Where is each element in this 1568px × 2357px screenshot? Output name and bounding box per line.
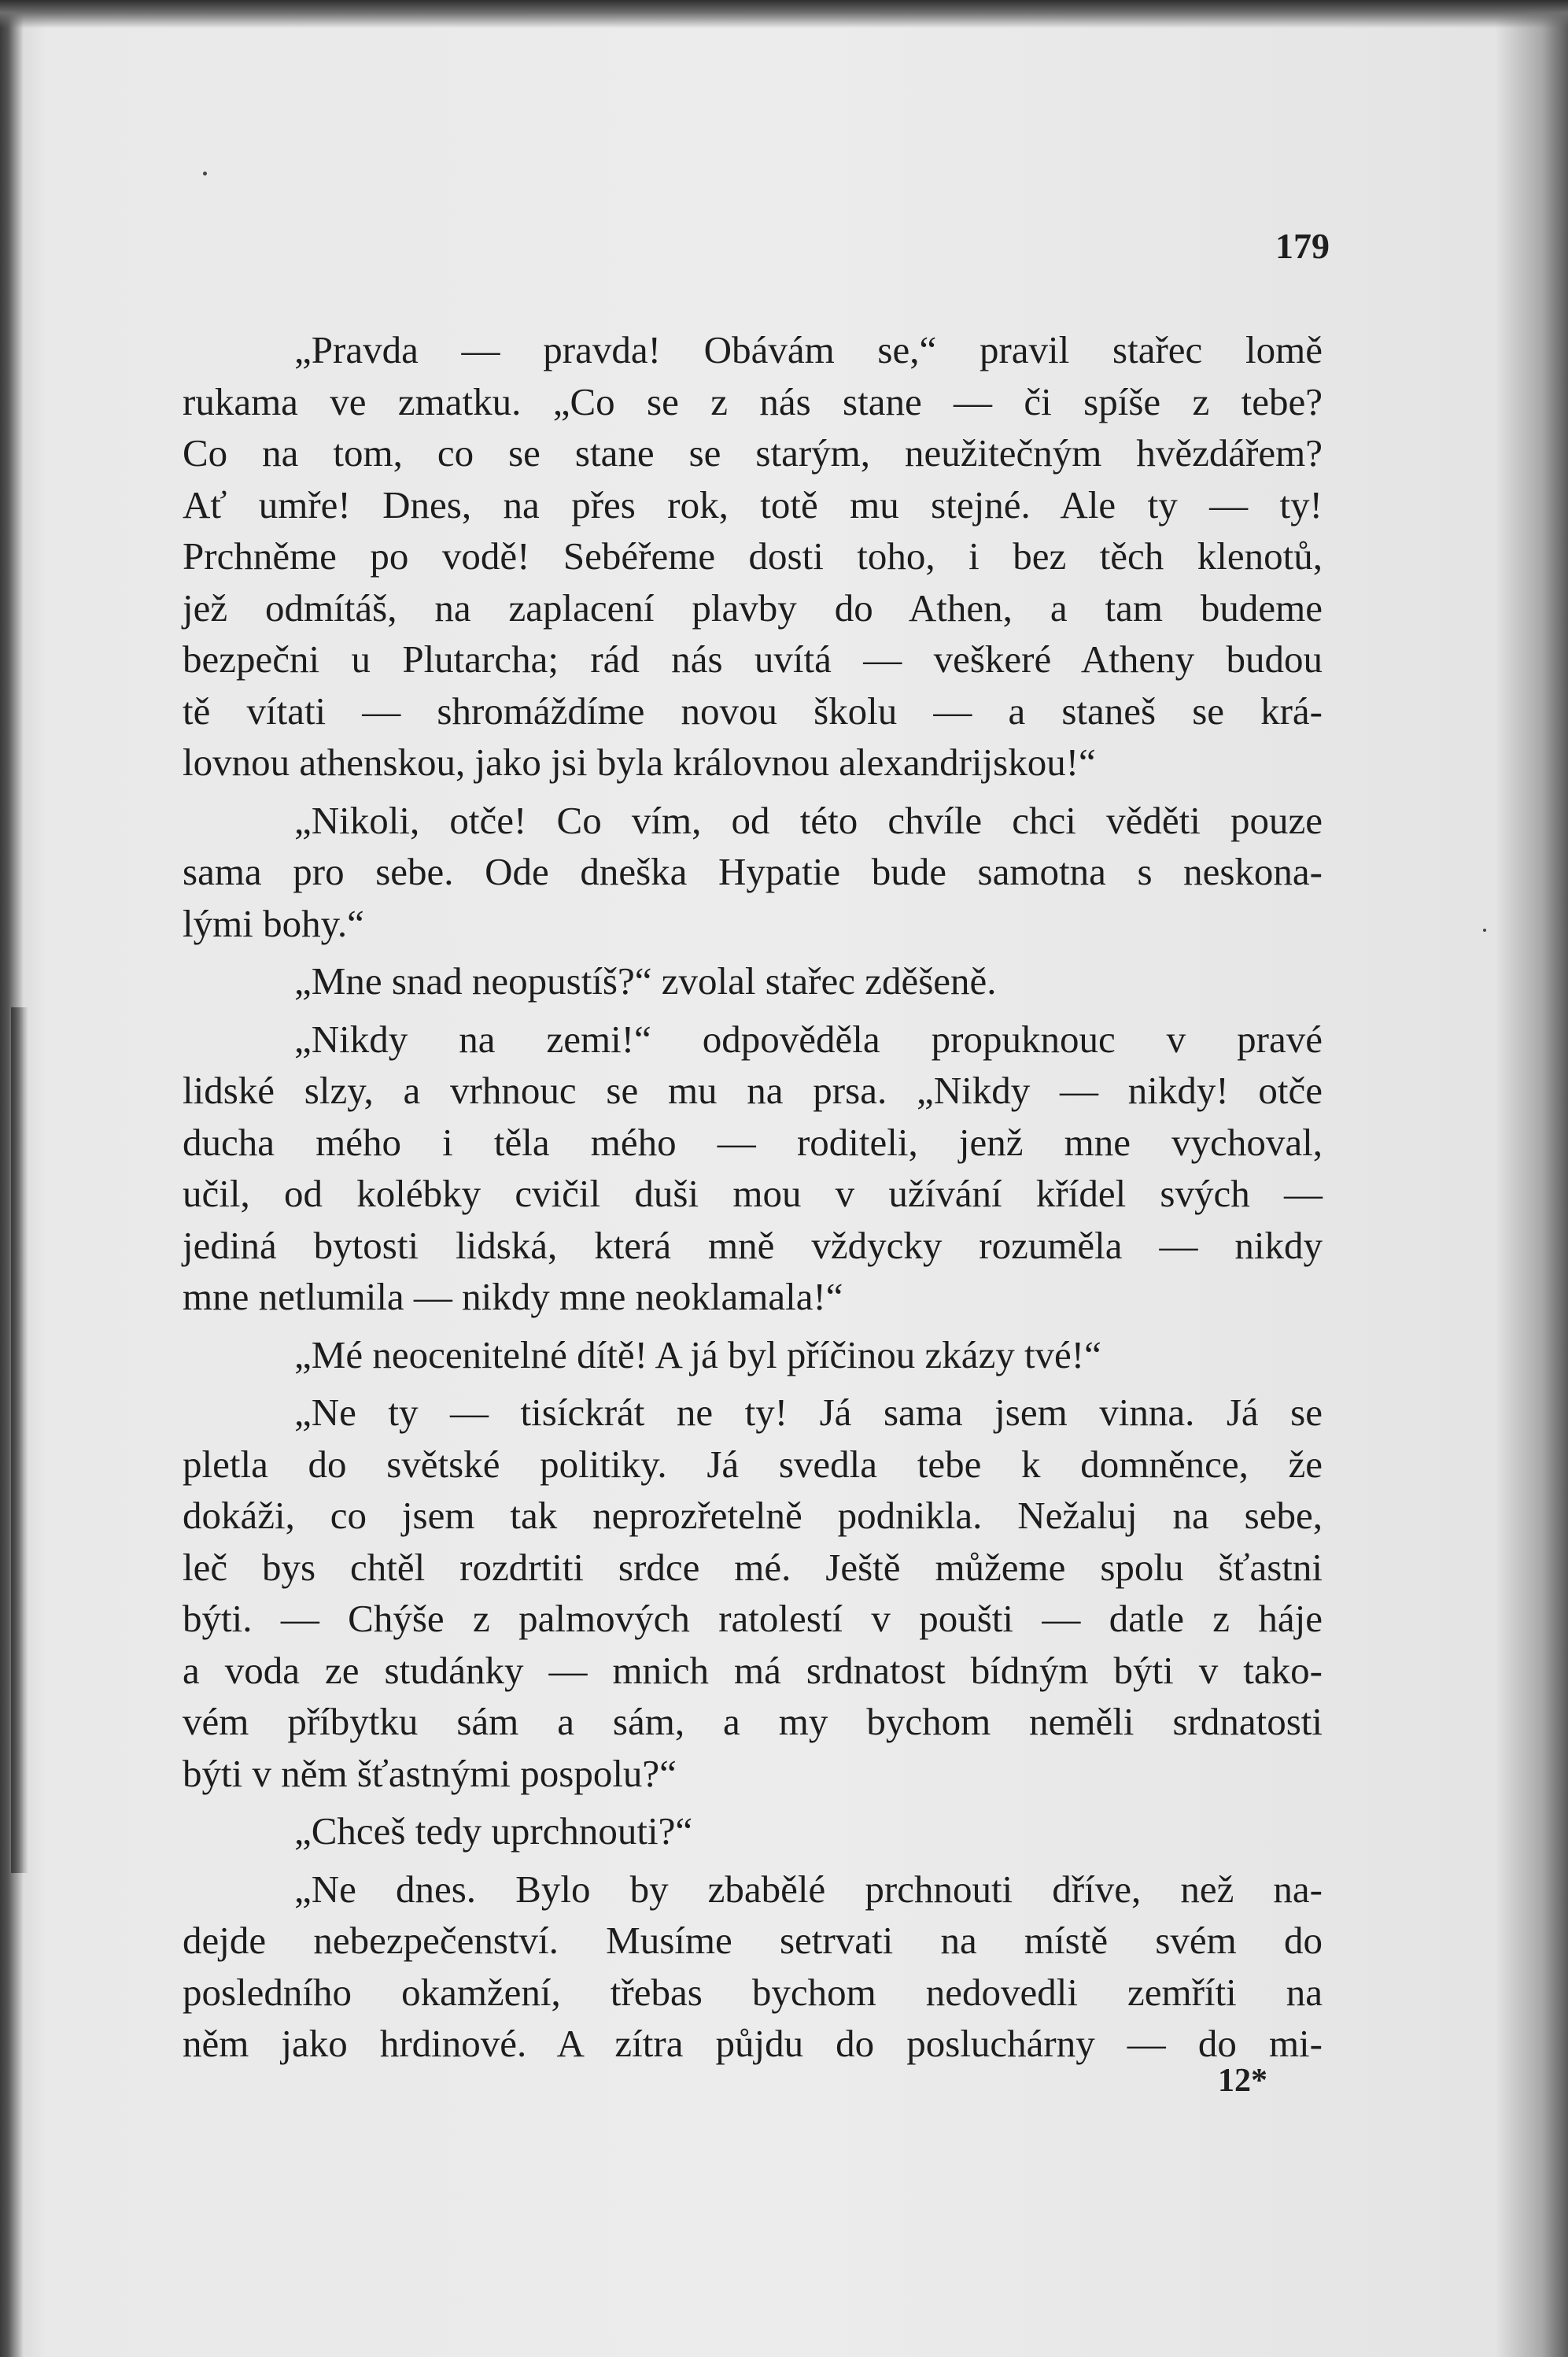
text-line: bezpečni u Plutarcha; rád nás uvítá — veškeré Atheny budou — [183, 637, 1323, 681]
text-line: „Ne ty — tisíckrát ne ty! Já sama jsem vinna. Já se — [294, 1391, 1323, 1434]
body-text — [183, 324, 1323, 2076]
spine-shadow — [11, 1007, 28, 1873]
text-line: Prchněme po vodě! Sebéřeme dosti toho, i bez těch klenotů, — [183, 534, 1323, 578]
text-line: „Nikoli, otče! Co vím, od této chvíle chci věděti pouze — [294, 798, 1323, 842]
text-line: rukama ve zmatku. „Co se z nás stane — či spíše z tebe? — [183, 379, 1323, 423]
text-line: sama pro sebe. Ode dneška Hypatie bude samotna s neskona- — [183, 850, 1323, 893]
text-line: býti v něm šťastnými pospolu?“ — [183, 1751, 677, 1795]
ink-speck — [1483, 929, 1486, 932]
signature-mark: 12* — [1218, 2063, 1267, 2099]
text-line: lými bohy.“ — [183, 901, 364, 945]
paragraph — [183, 1805, 1323, 1857]
ink-speck — [203, 172, 207, 175]
text-line: lovnou athenskou, jako jsi byla královnou alexandrijskou!“ — [183, 741, 1096, 784]
text-line: dejde nebezpečenství. Musíme setrvati na místě svém do — [183, 1919, 1323, 1962]
text-line: „Nikdy na zemi!“ odpověděla propuknouc v pravé — [294, 1017, 1323, 1061]
text-line: a voda ze studánky — mnich má srdnatost bídným býti v tako- — [183, 1648, 1323, 1692]
paragraph — [183, 955, 1323, 1007]
text-line: býti. — Chýše z palmových ratolestí v poušti — datle z háje — [183, 1597, 1323, 1640]
text-line: Ať umře! Dnes, na přes rok, totě mu stejné. Ale ty — ty! — [183, 482, 1323, 526]
paragraph — [183, 1329, 1323, 1381]
text-line: pletla do světské politiky. Já svedla tebe k domněnce, že — [183, 1442, 1323, 1486]
text-line: „Ne dnes. Bylo by zbabělé prchnouti dříve, než na- — [294, 1867, 1323, 1911]
text-line: něm jako hrdinové. A zítra půjdu do posluchárny — do mi- — [183, 2022, 1323, 2065]
text-line: „Mé neocenitelné dítě! A já byl příčinou zkázy tvé!“ — [294, 1332, 1101, 1376]
paragraph — [183, 1864, 1323, 2070]
text-line: mne netlumila — nikdy mne neoklamala!“ — [183, 1275, 843, 1318]
page-number: 179 — [1275, 226, 1330, 266]
text-line: Co na tom, co se stane se starým, neužitečným hvězdářem? — [183, 431, 1323, 475]
text-line: vém příbytku sám a sám, a my bychom neměli srdnatosti — [183, 1700, 1323, 1743]
paragraph — [183, 324, 1323, 789]
text-line: leč bys chtěl rozdrtiti srdce mé. Ještě můžeme spolu šťastni — [183, 1545, 1323, 1589]
paragraph — [183, 1014, 1323, 1323]
text-line: jež odmítáš, na zaplacení plavby do Athen, a tam budeme — [183, 586, 1323, 630]
text-line: „Pravda — pravda! Obávám se,“ pravil stařec lomě — [294, 328, 1323, 371]
paragraph — [183, 795, 1323, 950]
text-line: posledního okamžení, třebas bychom nedovedli zemříti na — [183, 1970, 1323, 2014]
text-line: „Chceš tedy uprchnouti?“ — [294, 1809, 693, 1853]
text-line: „Mne snad neopustíš?“ zvolal stařec zděšeně. — [294, 959, 997, 1003]
text-line: tě vítati — shromáždíme novou školu — a staneš se krá- — [183, 689, 1323, 733]
text-line: ducha mého i těla mého — roditeli, jenž mne vychoval, — [183, 1120, 1323, 1164]
text-line: lidské slzy, a vrhnouc se mu na prsa. „Nikdy — nikdy! otče — [183, 1069, 1323, 1112]
paragraph — [183, 1387, 1323, 1799]
text-line: jediná bytosti lidská, která mně vždycky rozuměla — nikdy — [183, 1223, 1323, 1267]
text-line: dokáži, co jsem tak neprozřetelně podnikla. Nežaluj na sebe, — [183, 1494, 1323, 1537]
text-line: učil, od kolébky cvičil duši mou v užívání křídel svých — — [183, 1172, 1323, 1215]
